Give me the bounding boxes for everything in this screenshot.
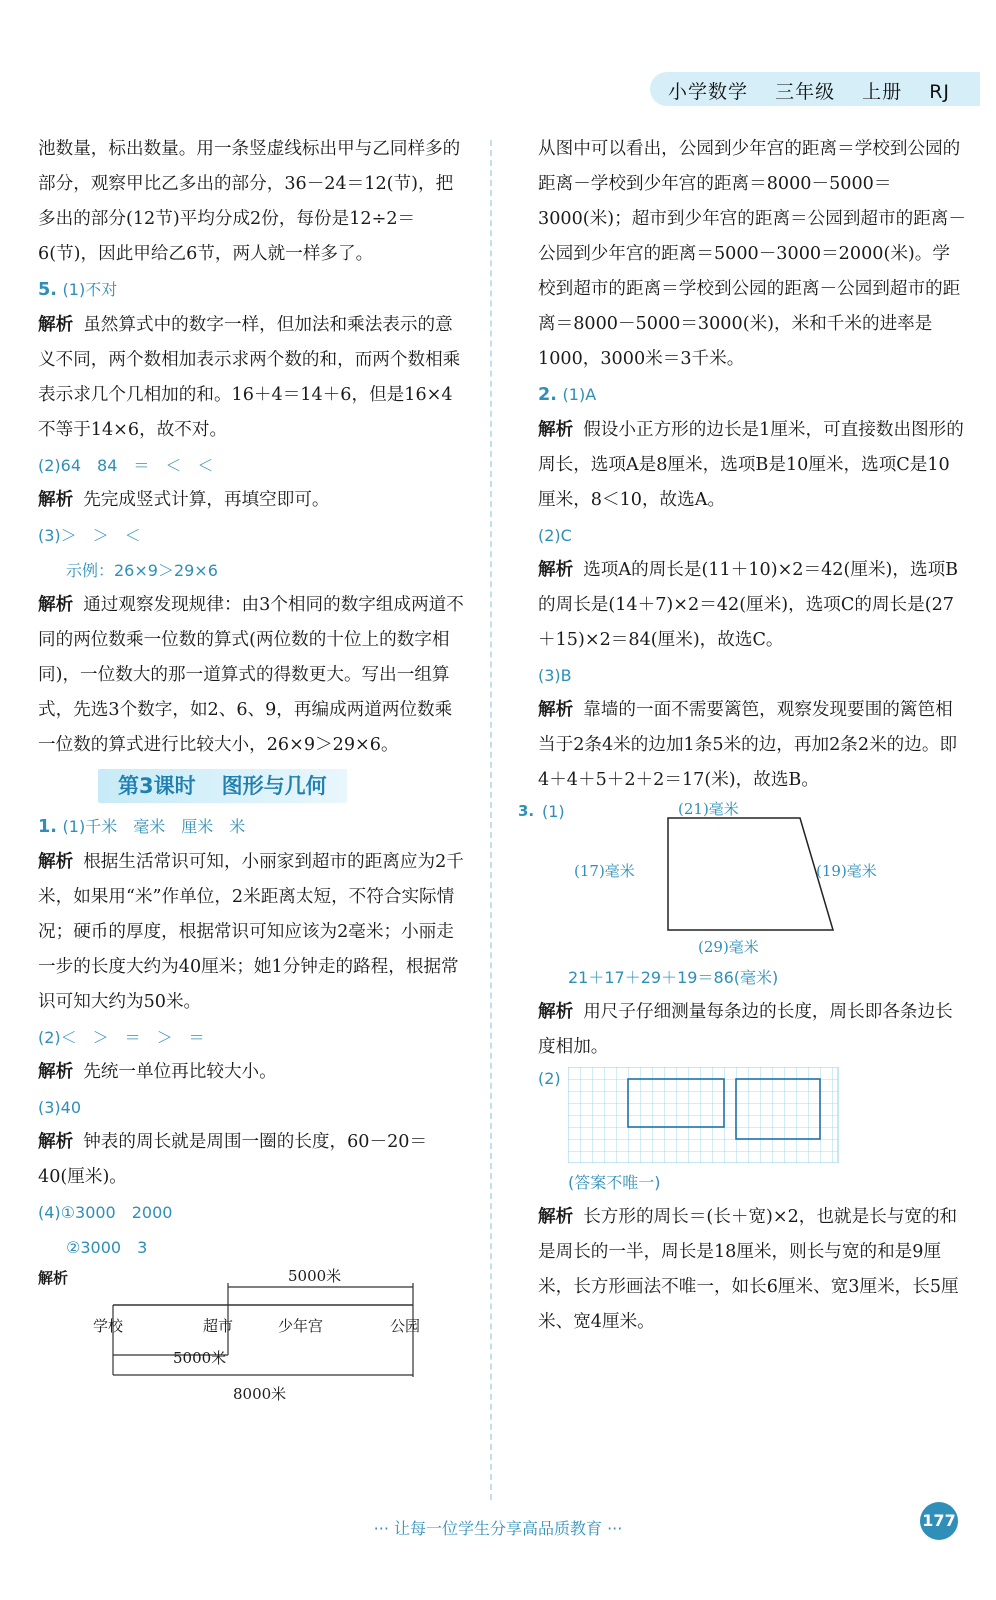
q3-2-analysis xyxy=(538,1200,966,1340)
header-title xyxy=(668,77,970,104)
analysis-label: 解析 xyxy=(538,420,574,440)
label-right-side: (19)毫米 xyxy=(816,862,877,880)
q3-2-note: (答案不唯一) xyxy=(568,1173,661,1192)
label-top-length: 5000米 xyxy=(288,1267,342,1285)
q5-3-example: 示例：26×9＞29×6 xyxy=(66,561,218,580)
footer-slogan: ··· 让每一位学生分享高品质教育 ··· xyxy=(373,1519,623,1538)
header-volume: 上册 xyxy=(862,81,903,103)
analysis-label: 解析 xyxy=(38,1269,69,1287)
q1-4-answer-a: (4)①3000 2000 xyxy=(38,1203,173,1222)
q3-1-analysis-text: 用尺子仔细测量每条边的长度，周长即各条边长度相加。 xyxy=(538,1002,953,1057)
label-park: 公园 xyxy=(390,1317,421,1335)
q3-number: 3. xyxy=(518,802,535,820)
right-paragraph-1: 从图中可以看出，公园到少年宫的距离＝学校到公园的距离－学校到少年宫的距离＝8000－5000＝3000(米)；超市到少年宫的距离＝公园到超市的距离－公园到少年宫的距离＝5000－3000＝2000(米)。学校到超市的距离＝学校到公园的距离－公园到超市的距离＝8000－5000＝3000(米)，米和千米的进率是1000，3000米＝3千米。 xyxy=(538,139,966,369)
header-edition: RJ xyxy=(929,81,950,103)
q2-1-analysis-text: 假设小正方形的边长是1厘米，可直接数出图形的周长，选项A是8厘米，选项B是10厘米，选项C是10厘米，8＜10，故选A。 xyxy=(538,420,964,510)
analysis-label: 解析 xyxy=(38,595,74,615)
header-subject: 小学数学 xyxy=(668,81,749,103)
q3-1-calc: 21＋17＋29＋19＝86(毫米) xyxy=(568,968,779,987)
label-school: 学校 xyxy=(93,1317,124,1335)
analysis-label: 解析 xyxy=(538,1002,574,1022)
q2-2-answer: (2)C xyxy=(538,526,572,545)
header-grade: 三年级 xyxy=(775,81,836,103)
q5-part1 xyxy=(38,272,468,308)
analysis-label: 解析 xyxy=(38,1062,74,1082)
label-mid-length: 5000米 xyxy=(173,1349,227,1367)
q1-4-answer-b: ②3000 3 xyxy=(66,1238,148,1257)
q5-number: 5. xyxy=(38,280,57,300)
q5-2-analysis-text: 先完成竖式计算，再填空即可。 xyxy=(83,490,330,510)
q1-2-answer: (2)＜ ＞ ＝ ＞ ＝ xyxy=(38,1028,205,1047)
label-left-side: (17)毫米 xyxy=(574,862,635,880)
q2-number: 2. xyxy=(538,385,557,405)
q5-2-analysis xyxy=(38,483,468,518)
analysis-label: 解析 xyxy=(538,560,574,580)
q5-1-answer: (1)不对 xyxy=(62,280,118,299)
q3-1-answer: (1) xyxy=(542,802,565,821)
q2-1-analysis xyxy=(538,413,966,518)
q3-2-analysis-text: 长方形的周长＝(长＋宽)×2，也就是长与宽的和是周长的一半，周长是18厘米，则长与宽的和是9厘米，长方形画法不唯一，如长6厘米、宽3厘米，长5厘米、宽4厘米。 xyxy=(538,1207,959,1332)
label-bottom-side: (29)毫米 xyxy=(698,938,759,956)
label-top-side: (21)毫米 xyxy=(678,800,739,818)
right-column xyxy=(518,132,966,1340)
q1-3-answer: (3)40 xyxy=(38,1098,82,1117)
q1-1-analysis-text: 根据生活常识可知，小丽家到超市的距离应为2千米，如果用“米”作单位，2米距离太短，不符合实际情况；硬币的厚度，根据常识可知应该为2毫米；小丽走一步的长度大约为40厘米；她1分钟走的路程，根据常识可知大约为50米。 xyxy=(38,852,464,1012)
q5-1-analysis xyxy=(38,308,468,448)
label-palace: 少年宫 xyxy=(278,1317,324,1335)
label-market: 超市 xyxy=(203,1317,234,1335)
section-topic: 图形与几何 xyxy=(221,774,327,798)
q1-3-analysis-text: 钟表的周长就是周围一圈的长度，60－20＝40(厘米)。 xyxy=(38,1132,428,1187)
section-lesson: 第3课时 xyxy=(118,774,196,798)
grid-rectangles xyxy=(568,1067,868,1163)
q3-2-answer: (2) xyxy=(538,1069,561,1088)
q5-3-analysis-text: 通过观察发现规律：由3个相同的数字组成两道不同的两位数乘一位数的算式(两位数的十位上的数字相同)，一位数大的那一道算式的得数更大。写出一组算式，先选3个数字，如2、6、9，再编成两道两位数乘一位数的算式进行比较大小，26×9＞29×6。 xyxy=(38,595,464,755)
q2-part1 xyxy=(538,377,966,413)
q5-3-analysis xyxy=(38,588,468,763)
q2-1-answer: (1)A xyxy=(562,385,597,404)
analysis-label: 解析 xyxy=(38,490,74,510)
analysis-label: 解析 xyxy=(38,1132,74,1152)
q5-2-answer: (2)64 84 ＝ ＜ ＜ xyxy=(38,456,214,475)
q2-3-analysis xyxy=(538,693,966,798)
analysis-label: 解析 xyxy=(38,852,74,872)
q2-3-analysis-text: 靠墙的一面不需要篱笆，观察发现要围的篱笆相当于2条4米的边加1条5米的边，再加2条2米的边。即4＋4＋5＋2＋2＝17(米)，故选B。 xyxy=(538,700,958,790)
q1-2-analysis xyxy=(38,1055,468,1090)
q1-number: 1. xyxy=(38,817,57,837)
page-number: 177 xyxy=(920,1502,958,1540)
q1-part1 xyxy=(38,809,468,845)
section-title xyxy=(98,769,347,803)
left-column xyxy=(38,132,468,1415)
q2-3-answer: (3)B xyxy=(538,666,572,685)
q1-3-analysis xyxy=(38,1125,468,1195)
analysis-label: 解析 xyxy=(538,700,574,720)
distance-diagram xyxy=(38,1265,468,1415)
analysis-label: 解析 xyxy=(38,315,74,335)
q3-1-analysis xyxy=(538,995,966,1065)
q2-2-analysis-text: 选项A的周长是(11＋10)×2＝42(厘米)，选项B的周长是(14＋7)×2＝42(厘米)，选项C的周长是(27＋15)×2＝84(厘米)，故选C。 xyxy=(538,560,959,650)
q1-1-analysis xyxy=(38,845,468,1020)
grid-figure xyxy=(538,1065,966,1165)
q1-2-analysis-text: 先统一单位再比较大小。 xyxy=(83,1062,277,1082)
q1-1-answer: (1)千米 毫米 厘米 米 xyxy=(62,817,246,836)
q5-1-analysis-text: 虽然算式中的数字一样，但加法和乘法表示的意义不同，两个数相加表示求两个数的和，而两个数相乘表示求几个几相加的和。16＋4＝14＋6，但是16×4不等于14×6，故不对。 xyxy=(38,315,461,440)
left-paragraph-1: 池数量，标出数量。用一条竖虚线标出甲与乙同样多的部分，观察甲比乙多出的部分，36－24＝12(节)，把多出的部分(12节)平均分成2份，每份是12÷2＝6(节)，因此甲给乙6节，两人就一样多了。 xyxy=(38,139,461,264)
label-bottom-length: 8000米 xyxy=(233,1385,287,1403)
q2-2-analysis xyxy=(538,553,966,658)
q5-3-answer: (3)＞ ＞ ＜ xyxy=(38,526,141,545)
trapezoid-figure xyxy=(518,798,938,968)
analysis-label: 解析 xyxy=(538,1207,574,1227)
column-divider xyxy=(490,140,492,1500)
